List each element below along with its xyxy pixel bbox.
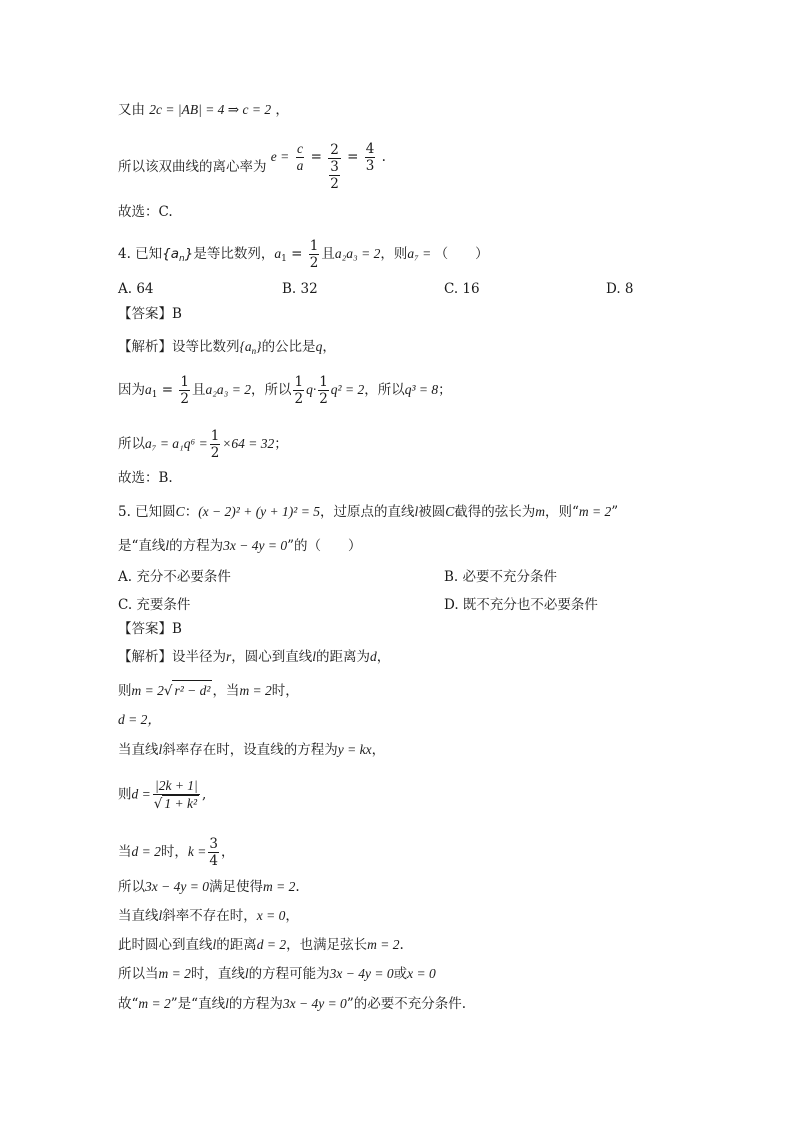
q5-option-d: D. 既不充分也不必要条件: [444, 597, 598, 613]
math: m = 2: [578, 504, 612, 519]
text: 是“直线: [118, 538, 166, 554]
numerator: 2: [330, 142, 339, 158]
text: 的方程为: [228, 996, 283, 1012]
math: x = 0: [256, 908, 286, 923]
q4-choose: 故选：B.: [118, 470, 173, 486]
text: ”的（ ）: [287, 538, 362, 554]
text: 的距离: [216, 937, 257, 953]
math: y = kx: [337, 742, 372, 757]
text: 且: [191, 382, 206, 398]
q5-analysis-line-6: [118, 836, 234, 869]
math: l: [158, 742, 163, 757]
text: 时，: [160, 844, 188, 860]
math: =: [286, 246, 307, 262]
math: a₇ = a₁q⁶ =: [145, 436, 208, 451]
fraction-distance: [153, 778, 200, 812]
math: l: [165, 538, 170, 553]
numerator: |2k + 1|: [153, 778, 200, 795]
text: 被圆: [418, 504, 446, 520]
math: q³ = 8: [404, 382, 439, 397]
text: 当: [118, 844, 132, 860]
math: k =: [187, 844, 207, 859]
text: 是等比数列，: [193, 246, 275, 262]
text: ，当: [212, 683, 240, 699]
q4-analysis-line-2: [118, 374, 452, 407]
text: 5. 已知圆: [118, 504, 176, 520]
q4-option-b: B. 32: [282, 281, 318, 297]
text: ，: [322, 339, 336, 355]
text: 4. 已知: [118, 246, 163, 262]
text: ，: [371, 742, 386, 758]
math: q² = 2: [330, 382, 365, 397]
fraction-one-half: [179, 374, 190, 407]
q5-analysis-line-10: [118, 964, 436, 984]
denominator: 4: [209, 853, 218, 869]
numerator: 3: [330, 159, 339, 175]
text: ”的必要不充分条件.: [346, 996, 467, 1012]
text: ，: [376, 649, 391, 665]
subscript: n: [179, 254, 185, 264]
text: 当直线: [118, 908, 159, 924]
math: m = 2: [131, 683, 164, 698]
text: ，过原点的直线: [319, 504, 415, 520]
numerator: 4: [365, 140, 375, 157]
math-e: e =: [270, 149, 290, 164]
text: ，: [285, 908, 299, 924]
denominator: 2: [210, 445, 220, 461]
fraction-one-half: [318, 374, 329, 407]
text: ，: [275, 102, 289, 118]
q5-analysis-line-1: [118, 647, 390, 667]
denominator: a: [296, 157, 304, 173]
question-5-line-1: [118, 502, 618, 522]
text: 所以: [118, 436, 145, 452]
text: .: [399, 937, 404, 953]
math: d = 2: [131, 844, 161, 859]
math: q·: [306, 382, 317, 397]
q4-option-c: C. 16: [444, 281, 480, 297]
math: l: [212, 937, 217, 952]
text: 则: [118, 786, 132, 803]
derivation-line-c: [118, 100, 289, 120]
subscript: 1: [151, 390, 158, 400]
math: l: [244, 966, 249, 981]
denominator: 2: [309, 255, 319, 271]
numerator: 1: [319, 374, 328, 390]
text: 截得的弦长为: [454, 504, 536, 520]
question-4: [118, 238, 489, 271]
math: }: [256, 339, 262, 354]
fraction-four-thirds: [365, 141, 376, 174]
denominator: 2: [180, 391, 189, 407]
q5-analysis-line-11: [118, 994, 466, 1014]
numerator: 3: [209, 836, 218, 852]
denominator: 2: [330, 176, 339, 192]
text: 斜率不存在时，: [162, 908, 257, 924]
denominator: [328, 159, 341, 192]
math: {a: [162, 246, 180, 262]
q5-analysis-line-8: [118, 906, 299, 926]
text: ，: [220, 844, 235, 860]
math: m = 2: [158, 966, 191, 981]
q5-analysis-line-7: [118, 877, 300, 897]
q4-option-a: A. 64: [118, 281, 154, 297]
math: r: [226, 649, 232, 664]
denominator: 2: [319, 391, 328, 407]
q5-option-c: C. 充要条件: [118, 597, 191, 613]
text: 的方程可能为: [248, 966, 330, 982]
choose-c: 故选：C.: [118, 204, 173, 220]
math: a₂a₃ = 2: [205, 382, 251, 397]
subscript: 1: [281, 254, 287, 264]
numerator: 1: [210, 428, 220, 444]
math: l: [225, 996, 229, 1011]
math: (x − 2)² + (y + 1)² = 5: [198, 504, 320, 519]
q5-option-b: B. 必要不充分条件: [444, 569, 558, 585]
math: 3x − 4y = 0: [282, 996, 347, 1011]
text: 满足使得: [208, 879, 263, 895]
math: m: [535, 504, 545, 519]
math: x = 0: [407, 966, 436, 981]
text: .: [295, 879, 300, 895]
math: d = 2: [256, 937, 287, 952]
text: 【解析】设半径为: [118, 649, 226, 665]
text: .: [381, 148, 386, 165]
math: =: [157, 382, 178, 398]
fraction-one-half: [210, 428, 221, 461]
q4-answer: 【答案】B: [118, 306, 182, 322]
text: 的方程为: [169, 538, 224, 554]
text: 所以: [118, 879, 145, 895]
fraction-c-over-a: [296, 141, 305, 174]
text: 所以该双曲线的离心率为: [118, 159, 267, 175]
text: 因为: [118, 382, 145, 398]
text: ，所以: [364, 382, 405, 398]
q5-analysis-line-9: [118, 935, 404, 955]
text: 故“: [118, 996, 139, 1012]
text: 的公比是: [261, 339, 316, 355]
denominator: 3: [365, 157, 375, 174]
fraction-compound: [328, 142, 341, 192]
q5-analysis-line-3: d = 2，: [118, 712, 161, 727]
text: 又由: [118, 102, 145, 118]
text: 或: [393, 966, 408, 982]
denominator: 2: [294, 391, 304, 407]
numerator: 1: [309, 238, 319, 254]
math: a₂a₃ = 2: [334, 246, 381, 261]
math: l: [312, 649, 317, 664]
text: ，也满足弦长: [286, 937, 368, 953]
text: ,: [202, 786, 207, 803]
radicand: r² − d²: [172, 680, 212, 701]
math: }: [184, 246, 194, 262]
math: a: [274, 246, 282, 261]
math: m = 2: [262, 879, 296, 894]
text: 【解析】设等比数列: [118, 339, 240, 355]
math: ×64 = 32: [222, 436, 275, 451]
fraction-one-half: [293, 374, 304, 407]
subscript: n: [251, 346, 257, 356]
text: 当直线: [118, 742, 159, 758]
denominator: √ 1 + k²: [153, 796, 198, 812]
math: {a: [239, 339, 252, 354]
text: ；: [274, 436, 288, 452]
fraction-one-half: [309, 238, 320, 271]
eccentricity-line: 所以该双曲线的离心率为 e = $\frac{c}{a}$ = $\frac{2}{\frac{3}{2}}$ = $\frac{4}{3}$ .: [118, 140, 386, 192]
math: 3x − 4y = 0: [223, 538, 288, 553]
q5-analysis-line-4: [118, 740, 385, 760]
text: 所以当: [118, 966, 159, 982]
q4-analysis-line-3: [118, 428, 288, 461]
text: ；: [438, 382, 452, 398]
numerator: c: [296, 140, 303, 156]
math: C: [175, 504, 185, 519]
text: 的距离为: [316, 649, 371, 665]
fraction-three-halves: [329, 159, 340, 192]
math: l: [414, 504, 419, 519]
q5-analysis-line-5: [118, 778, 206, 812]
math: m = 2: [239, 683, 272, 698]
text: ”: [611, 504, 619, 520]
text: 时，: [271, 683, 299, 699]
text: ”是“直线: [170, 996, 226, 1012]
text: 时，直线: [190, 966, 245, 982]
math: C: [445, 504, 455, 519]
numerator: 1: [294, 374, 304, 390]
math: m = 2: [138, 996, 171, 1011]
text: ，圆心到直线: [231, 649, 313, 665]
text: ，则: [380, 246, 408, 262]
math: q: [315, 339, 323, 354]
math: a₇ =: [407, 246, 435, 261]
text: ，则“: [544, 504, 579, 520]
math: a: [145, 382, 152, 397]
math: 3x − 4y = 0: [145, 879, 209, 894]
text: ：: [184, 504, 199, 520]
math: l: [158, 908, 163, 923]
text: 斜率存在时，设直线的方程为: [162, 742, 338, 758]
fraction-three-quarters: [208, 836, 219, 869]
q4-option-d: D. 8: [606, 281, 634, 297]
math: d: [370, 649, 377, 664]
q5-analysis-line-2: 则m = 2√ r² − d² ，当m = 2时，: [118, 680, 299, 701]
question-5-line-2: [118, 536, 362, 556]
q4-analysis-line-1: [118, 337, 336, 361]
math: d =: [131, 786, 151, 802]
q5-option-a: A. 充分不必要条件: [118, 569, 231, 585]
q5-answer: 【答案】B: [118, 621, 182, 637]
text: 此时圆心到直线: [118, 937, 213, 953]
radicand: 1 + k²: [164, 796, 198, 811]
text: （ ）: [434, 246, 489, 262]
text: ，所以: [250, 382, 292, 398]
numerator: 1: [180, 374, 189, 390]
math: m = 2: [367, 937, 400, 952]
math-expression: 2c = |AB| = 4 ⇒ c = 2: [149, 102, 272, 117]
text: 且: [321, 246, 335, 262]
math: 3x − 4y = 0: [329, 966, 394, 981]
text: 则: [118, 683, 132, 699]
